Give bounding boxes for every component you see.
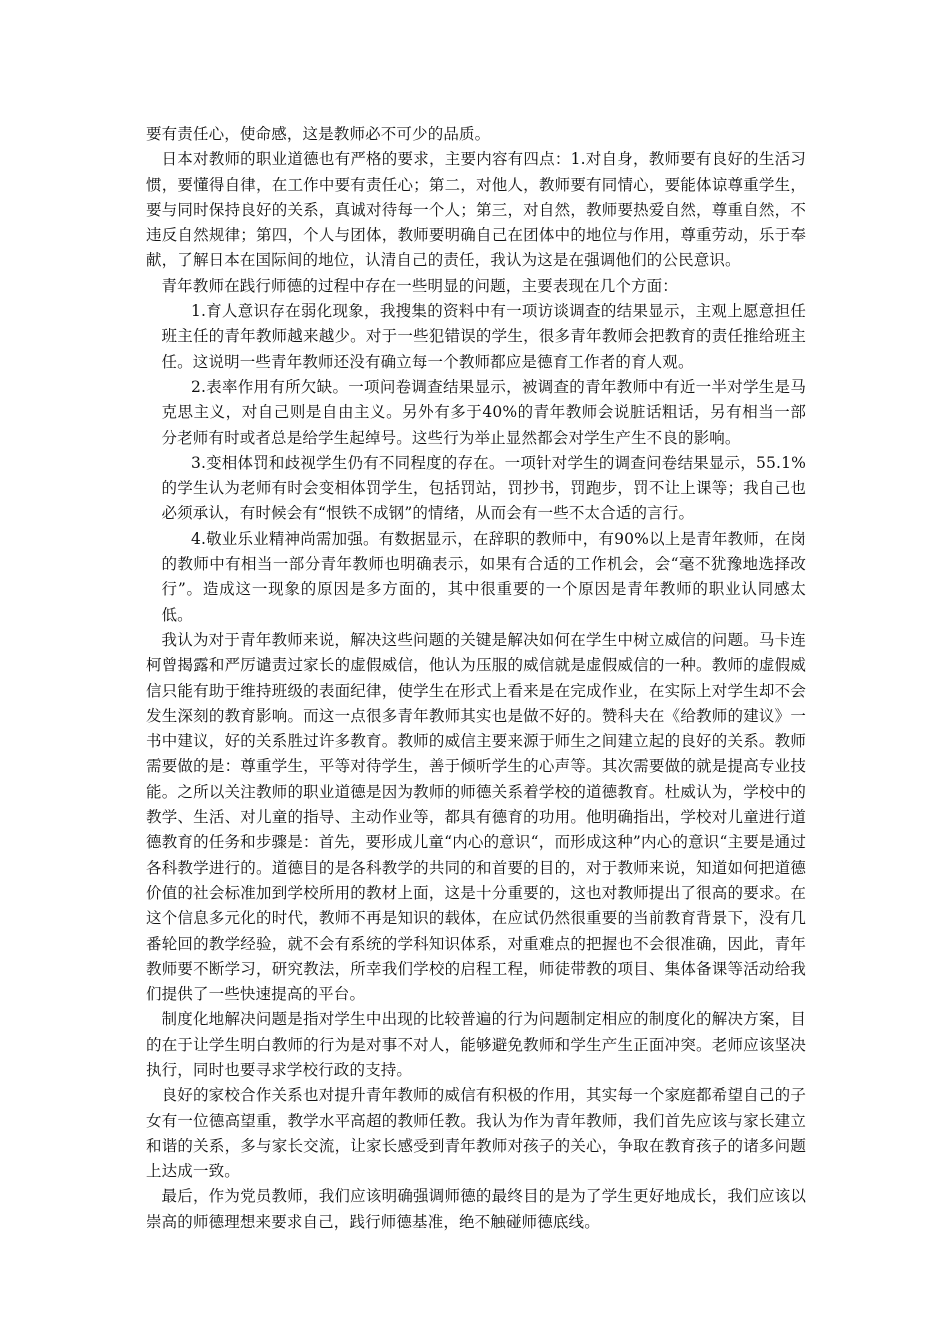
paragraph-authority: 我认为对于青年教师来说，解决这些问题的关键是解决如何在学生中树立威信的问题。马卡连柯曾揭露和严厉谴责过家长的虚假威信，他认为压服的威信就是虚假威信的一种。教师的虚假威信只能有助于维持班级的表面纪律，使学生在形式上看来是在完成作业，在实际上对学生却不会发生深刻的教育影响。而这一点很多青年教师其实也是做不好的。赞科夫在《给教师的建议》一书中建议，好的关系胜过许多教育。教师的威信主要来源于师生之间建立起的良好的关系。教师需要做的是：尊重学生，平等对待学生，善于倾听学生的心声等。其次需要做的就是提高专业技能。之所以关注教师的职业道德是因为教师的师德关系着学校的道德教育。杜威认为，学校中的教学、生活、对儿童的指导、主动作业等，都具有德育的功用。他明确指出，学校对儿童进行道德教育的任务和步骤是：首先，要形成儿童“内心的意识“，而形成这种”内心的意识“主要是通过各科教学进行的。道德目的是各科教学的共同的和首要的目的，对于教师来说，知道如何把道德价值的社会标准加到学校所用的教材上面，这是十分重要的，这也对教师提出了很高的要求。在这个信息多元化的时代，教师不再是知识的载体，在应试仍然很重要的当前教育背景下，没有几番轮回的教学经验，就不会有系统的学科知识体系，对重难点的把握也不会很准确，因此，青年教师要不断学习，研究教法，所幸我们学校的启程工程，师徒带教的项目、集体备课等活动给我们提供了一些快速提高的平台。 [146,630,806,1004]
list-item-2: 2.表率作用有所欠缺。一项问卷调查结果显示，被调查的青年教师中有近一半对学生是马克思主义，对自己则是自由主义。另外有多于40%的青年教师会说脏话粗话，另有相当一部分老师有时或者总是给学生起绰号。这些行为举止显然都会对学生产生不良的影响。 [161,377,806,447]
list-item-4: 4.敬业乐业精神尚需加强。有数据显示，在辞职的教师中，有90%以上是青年教师，在岗的教师中有相当一部分青年教师也明确表示，如果有合适的工作机会，会“毫不犹豫地选择改行”。造成这一现象的原因是多方面的，其中很重要的一个原因是青年教师的职业认同感太低。 [161,529,806,624]
paragraph-continuation: 要有责任心，使命感，这是教师必不可少的品质。 [146,125,491,143]
paragraph-home-school: 良好的家校合作关系也对提升青年教师的威信有积极的作用，其实每一个家庭都希望自己的子女有一位德高望重，教学水平高超的教师任教。我认为作为青年教师，我们首先应该与家长建立和谐的关系，多与家长交流，让家长感受到青年教师对孩子的关心，争取在教育孩子的诸多问题上达成一致。 [146,1086,806,1181]
document-body [146,122,806,1235]
paragraph-japan-ethics: 日本对教师的职业道德也有严格的要求，主要内容有四点：1.对自身，教师要有良好的生活习惯，要懂得自律，在工作中要有责任心；第二，对他人，教师要有同情心，要能体谅尊重学生，要与同时保持良好的关系，真诚对待每一个人；第三，对自然，教师要热爱自然，尊重自然，不违反自然规律；第四，个人与团体，教师要明确自己在团体中的地位与作用，尊重劳动，乐于奉献，了解日本在国际间的地位，认清自己的责任，我认为这是在强调他们的公民意识。 [146,150,806,270]
paragraph-institutional: 制度化地解决问题是指对学生中出现的比较普遍的行为问题制定相应的制度化的解决方案，目的在于让学生明白教师的行为是对事不对人，能够避免教师和学生产生正面冲突。老师应该坚决执行，同时也要寻求学校行政的支持。 [146,1010,806,1079]
paragraph-conclusion: 最后，作为党员教师，我们应该明确强调师德的最终目的是为了学生更好地成长，我们应该以崇高的师德理想来要求自己，践行师德基准，绝不触碰师德底线。 [146,1187,806,1231]
list-item-3: 3.变相体罚和歧视学生仍有不同程度的存在。一项针对学生的调查问卷结果显示，55.1%的学生认为老师有时会变相体罚学生，包括罚站，罚抄书，罚跑步，罚不让上课等；我自己也必须承认，有时候会有“恨铁不成钢”的情绪，从而会有一些不太合适的言行。 [161,453,806,523]
paragraph-problems-intro: 青年教师在践行师德的过程中存在一些明显的问题，主要表现在几个方面： [161,276,678,295]
list-item-1: 1.育人意识存在弱化现象，我搜集的资料中有一项访谈调查的结果显示，主观上愿意担任班主任的青年教师越来越少。对于一些犯错误的学生，很多青年教师会把教育的责任推给班主任。这说明一些青年教师还没有确立每一个教师都应是德育工作者的育人观。 [161,302,806,371]
